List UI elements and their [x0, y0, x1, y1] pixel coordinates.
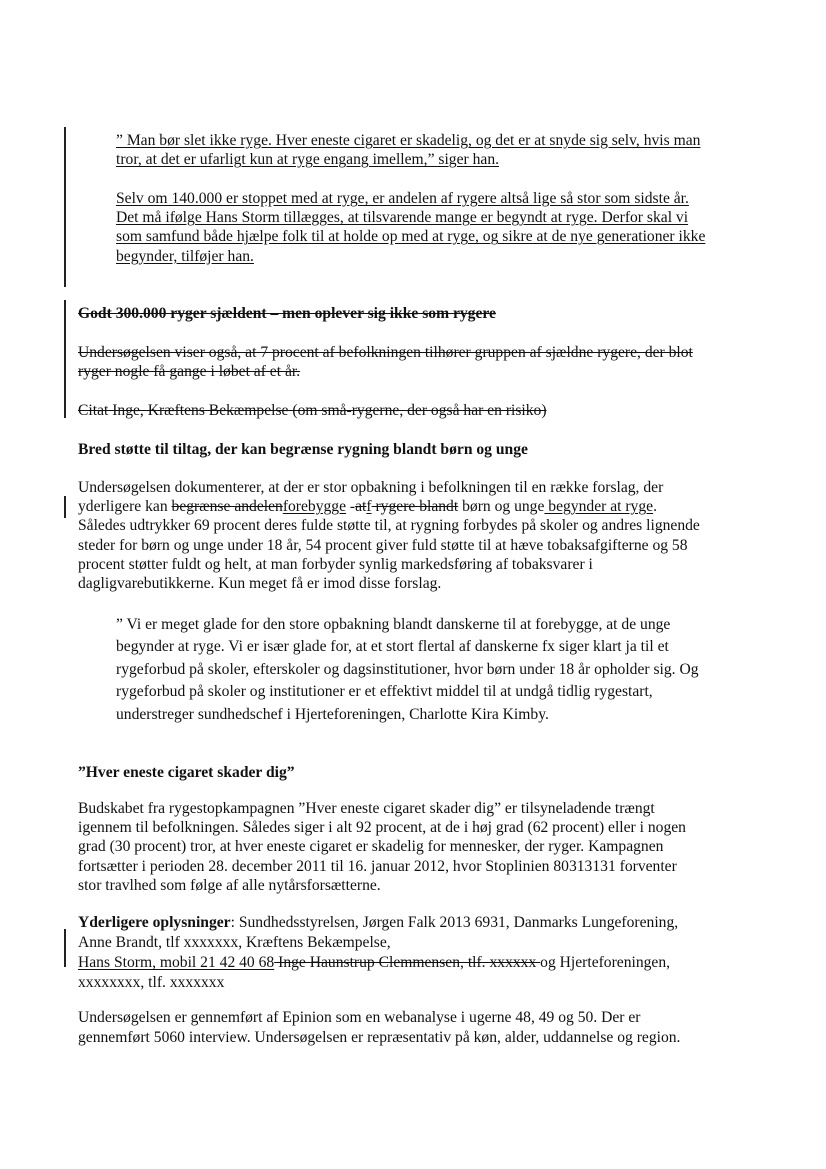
- quote-kimby-line: begynder at ryge. Vi er især glade for, at et stort flertal af danskerne fx siger klart ja til et: [116, 638, 669, 656]
- storm-paragraph-line: Det må ifølge Hans Storm tillægges, at tilsvarende mange er begyndt at ryge. Derfor skal vi: [116, 209, 689, 227]
- quote-kimby-line: rygeforbud på skoler og institutioner er et effektivt middel til at undgå tidlig rygestart,: [116, 683, 653, 701]
- storm-paragraph-line: begynder, tilføjer han.: [116, 247, 254, 265]
- deleted-paragraph: [78, 343, 778, 381]
- inserted-run: f: [366, 498, 372, 516]
- campaign-line: fortsætter i perioden 28. december 2011 til 16. januar 2012, hvor Stoplinien 80313131 forventer: [78, 857, 677, 875]
- change-bar-2: [64, 300, 66, 418]
- text-run: : Sundhedsstyrelsen, Jørgen Falk 2013 6931, Danmarks Lungeforening,: [230, 914, 679, 931]
- deleted-heading: Godt 300.000 ryger sjældent – men oplever sig ikke som rygere: [78, 305, 496, 322]
- support-line: steder for børn og unge under 18 år, 54 procent giver fuld støtte til at hæve tobaksafgifterne og 58: [78, 536, 688, 554]
- storm-paragraph-line: Selv om 140.000 er stoppet med at ryge, er andelen af rygere altså lige så stor som sidste år.: [116, 190, 689, 207]
- deleted-citat: [78, 401, 778, 420]
- campaign-line: stor travlhed som følge af alle nytårsforsætterne.: [78, 876, 381, 894]
- deleted-run: begrænse andelen: [171, 498, 283, 516]
- support-heading: Bred støtte til tiltag, der kan begrænse rygning blandt børn og unge: [78, 441, 528, 458]
- support-line-revised: [78, 497, 778, 516]
- support-line: Undersøgelsen dokumenterer, at der er stor opbakning i befolkningen til en række forslag, der: [78, 479, 664, 496]
- method-line: Undersøgelsen er gennemført af Epinion som en webanalyse i ugerne 48, 49 og 50. Der er: [78, 1009, 641, 1026]
- contacts-line: Anne Brandt, tlf xxxxxxx, Kræftens Bekæmpelse,: [78, 934, 391, 951]
- campaign-paragraph: [78, 799, 778, 895]
- support-line: dagligvarebutikkerne. Kun meget få er imod disse forslag.: [78, 575, 442, 593]
- quote-kimby-line: ” Vi er meget glade for den store opbakning blandt danskerne til at forebygge, at de unge: [116, 616, 671, 633]
- deleted-section: [78, 304, 778, 323]
- deleted-line: Undersøgelsen viser også, at 7 procent af befolkningen tilhører gruppen af sjældne rygere, der blot: [78, 344, 693, 361]
- quote-storm-line: ” Man bør slet ikke ryge. Hver eneste cigaret er skadelig, og det er at snyde sig selv, hvis man: [116, 132, 701, 149]
- deleted-run: at: [355, 498, 367, 516]
- inserted-run: forebygge: [282, 498, 347, 516]
- change-bar-3: [64, 496, 66, 518]
- quote-kimby-line: rygeforbud på skoler, efterskoler og dagsinstitutioner, hvor børn under 18 år opholder sig. Og: [116, 660, 699, 678]
- campaign-line: igennem til befolkningen. Således siger i alt 92 procent, at de i høj grad (62 procent) eller i nogen: [78, 819, 686, 837]
- method-line: gennemført 5060 interview. Undersøgelsen er repræsentativ på køn, alder, uddannelse og region.: [78, 1029, 681, 1046]
- campaign-heading: ”Hver eneste cigaret skader dig”: [78, 764, 295, 781]
- deleted-run: Inge Haunstrup Clemmensen, tlf. xxxxxx: [274, 954, 541, 971]
- support-line: Således udtrykker 69 procent deres fulde støtte til, at rygning forbydes på skoler og andres lignende: [78, 517, 700, 535]
- support-heading-block: [78, 440, 778, 459]
- deleted-citat-line: Citat Inge, Kræftens Bekæmpelse (om små-rygerne, der også har en risiko): [78, 402, 547, 419]
- inserted-run: Hans Storm, mobil 21 42 40 68: [78, 954, 275, 971]
- text-run: -: [346, 498, 356, 516]
- deleted-line: ryger nogle få gange i løbet af et år.: [78, 363, 301, 381]
- campaign-heading-block: [78, 763, 778, 782]
- contacts-label: Yderligere oplysninger: [78, 914, 231, 931]
- storm-paragraph-line: som samfund både hjælpe folk til at holde op med at ryge, og sikre at de nye generationer ikke: [116, 228, 706, 246]
- text-run: yderligere kan: [78, 498, 172, 516]
- quote-kimby-line: understreger sundhedschef i Hjerteforeningen, Charlotte Kira Kimby.: [116, 705, 549, 723]
- text-run: børn og unge: [458, 498, 545, 516]
- quote-storm-line: tror, at det er ufarligt kun at ryge engang imellem,” siger han.: [116, 151, 500, 169]
- storm-paragraph: [116, 189, 786, 266]
- change-bar-4: [64, 929, 66, 967]
- contacts-line: xxxxxxxx, tlf. xxxxxxx: [78, 974, 225, 991]
- quote-kimby: [116, 614, 786, 726]
- change-bar-1: [64, 127, 66, 287]
- campaign-line: grad (30 procent) tror, at hver eneste cigaret er skadelig for mennesker, der ryger. Kampagnen: [78, 838, 664, 856]
- text-run: og Hjerteforeningen,: [540, 954, 671, 971]
- contacts-line-revised: [78, 953, 778, 973]
- text-run: .: [653, 498, 657, 516]
- deleted-run: rygere blandt: [371, 498, 459, 516]
- inserted-run: begynder at ryge: [544, 498, 654, 516]
- method-paragraph: [78, 1008, 778, 1048]
- support-line: procent støtter fuldt og helt, at man forbyder synlig markedsføring af tobaksvarer i: [78, 555, 593, 573]
- quote-storm: [116, 131, 776, 169]
- campaign-line: Budskabet fra rygestopkampagnen ”Hver eneste cigaret skader dig” er tilsyneladende trængt: [78, 800, 655, 817]
- contacts-line: [78, 913, 778, 933]
- support-paragraph: [78, 478, 778, 593]
- contacts-paragraph: [78, 913, 778, 993]
